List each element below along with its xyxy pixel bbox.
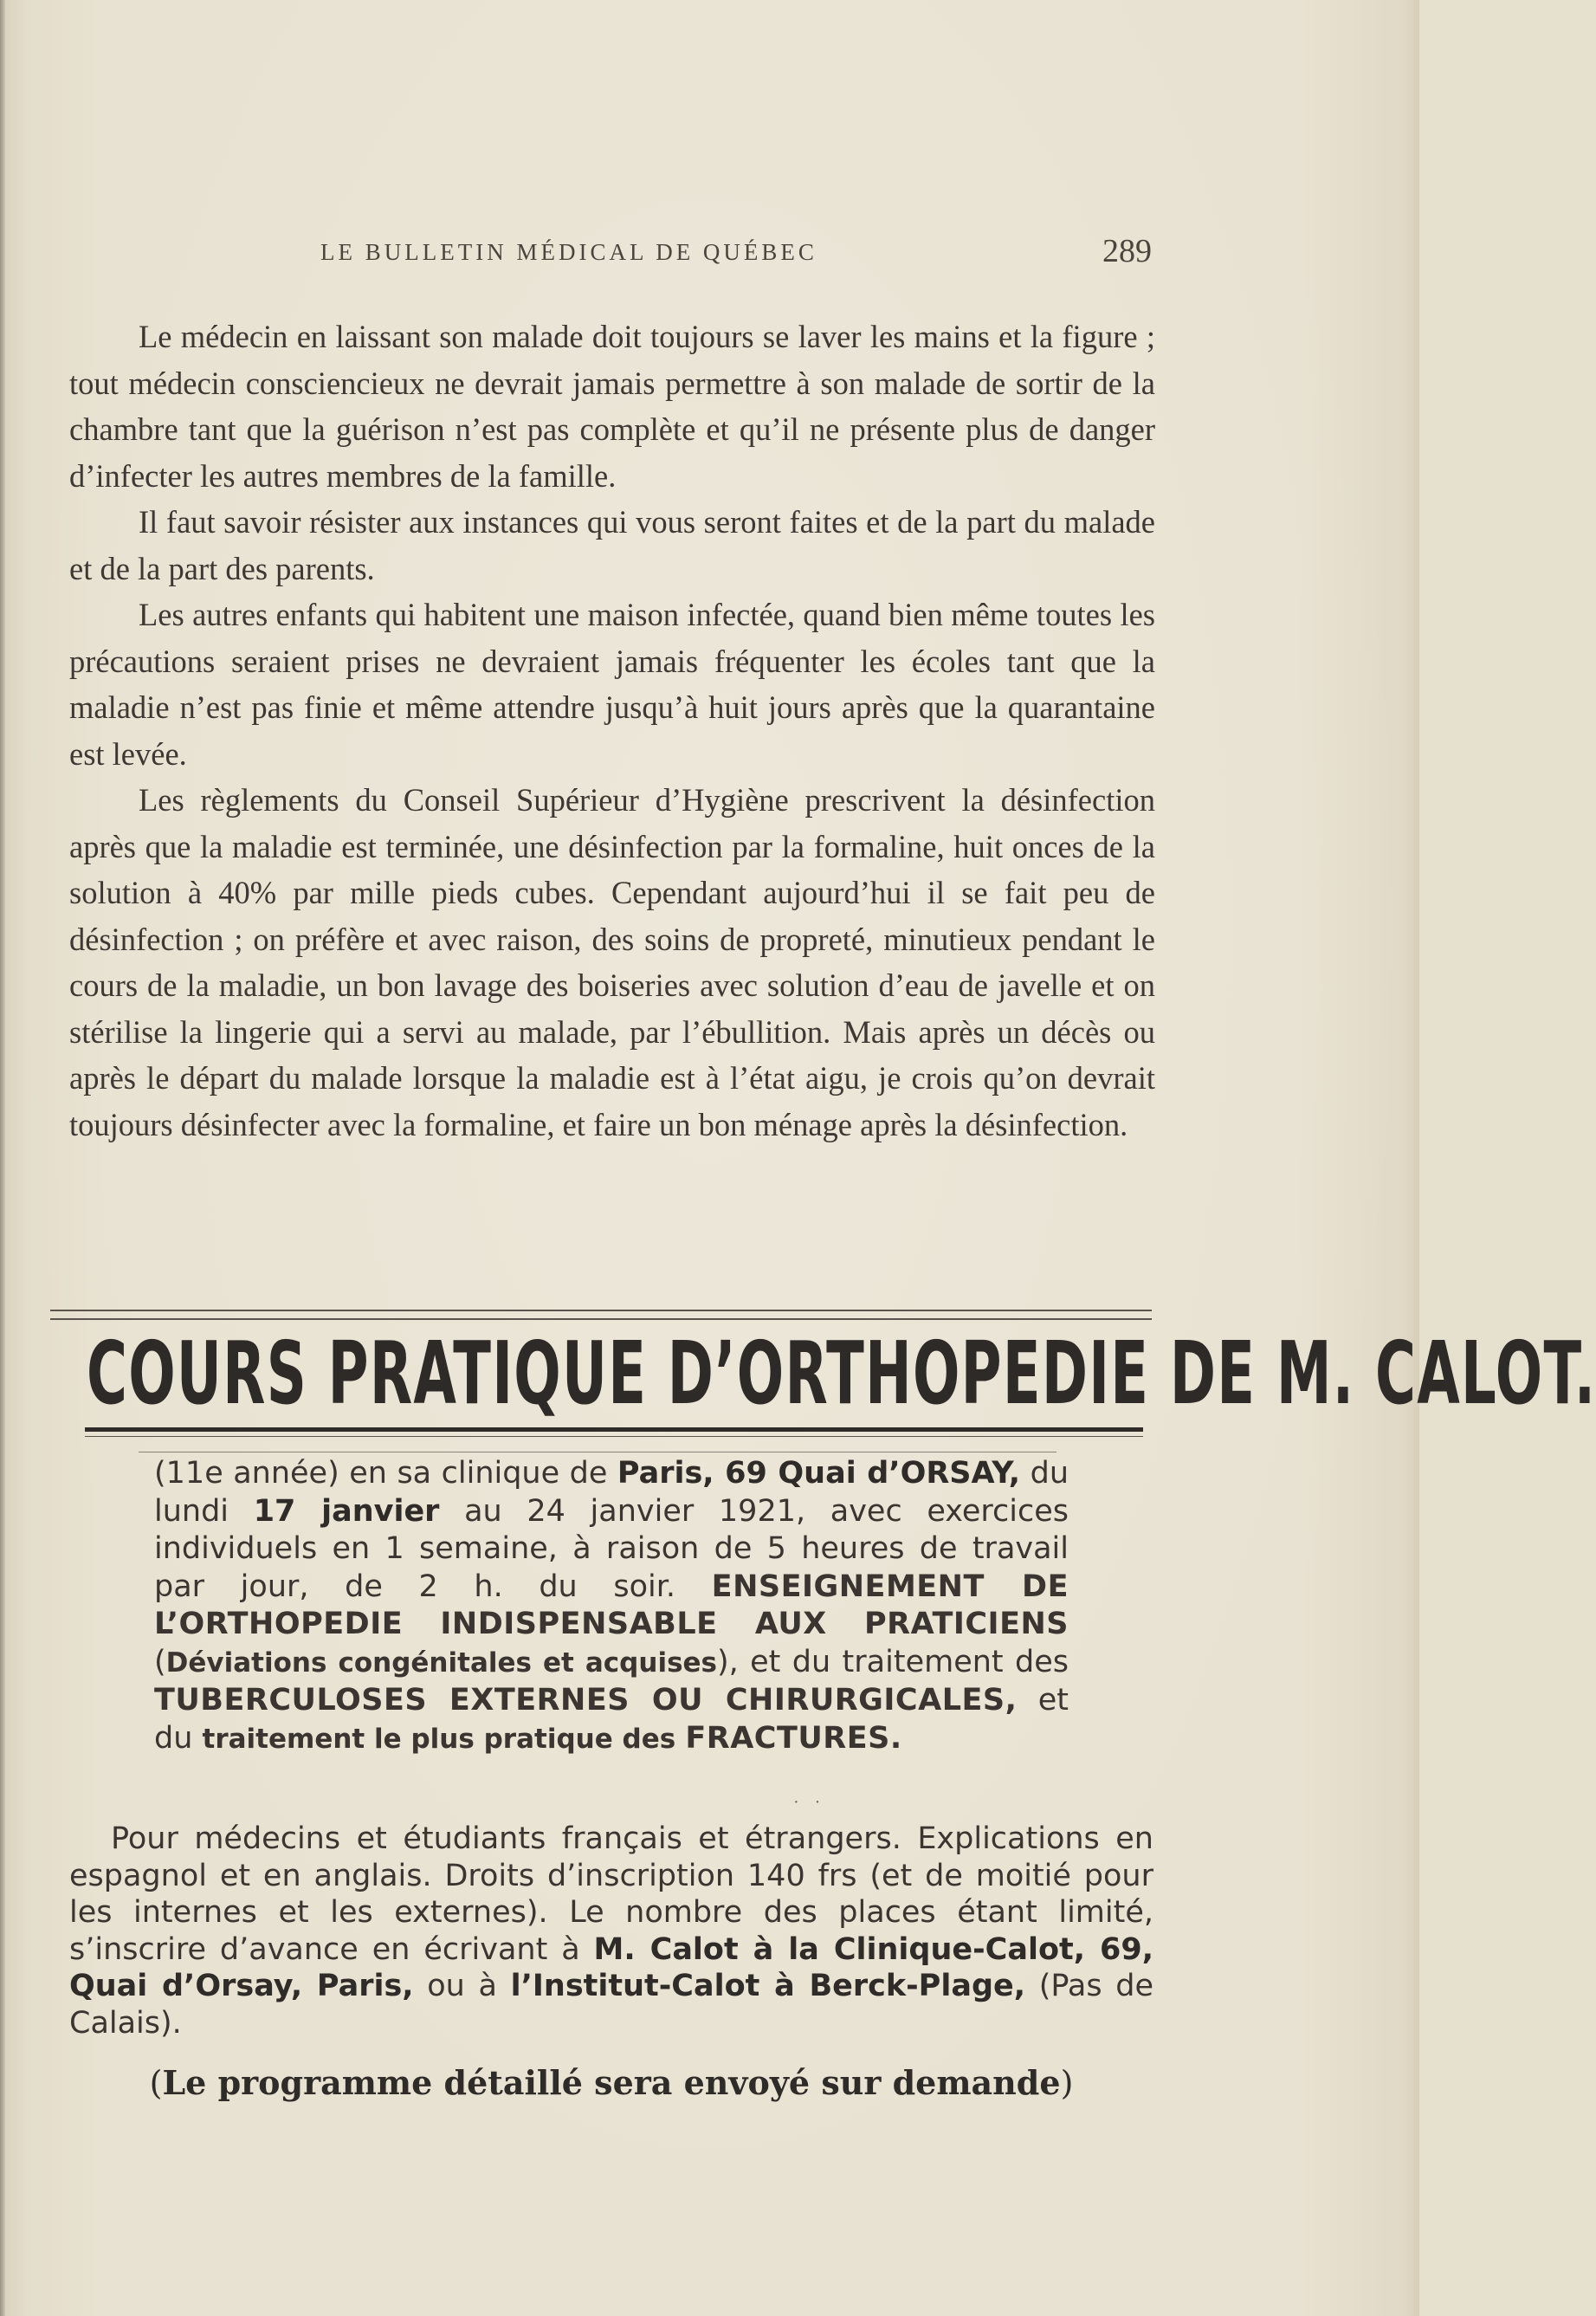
ad-text: (11e année) en sa clinique de <box>154 1456 617 1491</box>
ad-location: Paris, 69 Quai d’ORSAY, <box>617 1456 1021 1491</box>
paren: ( <box>149 2064 163 2102</box>
section-divider <box>50 1310 1152 1320</box>
ad-text: ( <box>154 1644 166 1679</box>
ad-contact: l’Institut-Calot à Berck-Plage, <box>510 1969 1026 2003</box>
ad-emphasis: ENSEIGNEMENT DE L’ORTHOPEDIE INDISPENSABLE AUX PRATICIENS <box>154 1569 1069 1641</box>
programme-note <box>69 2061 1153 2105</box>
ad-emphasis: Déviations congénitales et acquises <box>165 1646 717 1679</box>
separator-dots: ·· <box>793 1793 837 1812</box>
article-body <box>69 314 1155 1148</box>
ad-text: du lundi <box>154 1456 1069 1529</box>
ad-text: (Pas de Calais). <box>69 1969 1153 2041</box>
paragraph: Les règlements du Conseil Supérieur d’Hygiène prescrivent la désinfection après que la maladie est terminée, une désinfection par la formaline, huit onces de la solution à 40% par mille pieds cubes. Cependant aujourd’hui il se fait peu de désinfection ; on préfère et avec raison, des soins de propreté, minutieux pendant le cours de la maladie, un bon lavage des boiseries avec solution d’eau de javelle et on stérilise la lingerie qui a servi au malade, par l’ébullition. Mais après un décès ou après le départ du malade lorsque la maladie est à l’état aigu, je crois qu’on devrait toujours désinfecter avec la formaline, et faire un bon ménage après la désinfection. <box>69 782 1155 1142</box>
ad-text: Pour médecins et étudiants français et étrangers. Explications en espagnol et en anglais. Droits d’inscription 140 frs (et de moitié pour les internes et les externes). Le nombre des places étant limité, s’inscrire d’avance en écrivant à <box>69 1821 1153 1967</box>
paren: ) <box>1060 2064 1074 2102</box>
ad-text: et du <box>154 1683 1069 1756</box>
heading-underline-thin <box>85 1436 1143 1437</box>
ad-contact: M. Calot à la Clinique-Calot, 69, Quai d’Orsay, Paris, <box>69 1931 1153 2003</box>
advertisement-details <box>154 1455 1069 1758</box>
advertisement-heading: COURS PRATIQUE D’ORTHOPEDIE DE M. CALOT. <box>87 1323 1596 1424</box>
ad-date: 17 janvier <box>253 1493 440 1529</box>
running-head <box>320 232 1152 275</box>
paragraph: Les autres enfants qui habitent une maison infectée, quand bien même toutes les précautions seraient prises ne devraient jamais fréquenter les écoles tant que la maladie n’est pas finie et même attendre jusqu’à huit jours après que la quarantaine est levée. <box>69 597 1155 772</box>
page-edge <box>0 0 5 2316</box>
programme-text: Le programme détaillé sera envoyé sur demande <box>162 2063 1061 2102</box>
ad-emphasis: traitement le plus pratique des <box>202 1723 676 1755</box>
ad-text: ), et du traitement des <box>717 1644 1069 1679</box>
ad-paragraph <box>69 1821 1153 2041</box>
ad-text <box>675 1721 685 1756</box>
heading-underline <box>85 1427 1143 1432</box>
ad-text: ou à <box>413 1969 511 2003</box>
advertisement-registration <box>69 1821 1153 2041</box>
paragraph: Il faut savoir résister aux instances qui vous seront faites et de la part du malade et de la part des parents. <box>69 504 1155 586</box>
ad-text: au 24 janvier 1921, avec exercices individuels en 1 semaine, à raison de 5 heures de travail par jour, de 2 h. du soir. <box>154 1493 1069 1604</box>
page-number: 289 <box>1102 233 1152 269</box>
journal-title: LE BULLETIN MÉDICAL DE QUÉBEC <box>320 239 817 265</box>
ad-emphasis: FRACTURES. <box>685 1720 902 1756</box>
ad-emphasis: TUBERCULOSES EXTERNES OU CHIRURGICALES, <box>154 1683 1018 1718</box>
paragraph: Le médecin en laissant son malade doit toujours se laver les mains et la figure ; tout médecin consciencieux ne devrait jamais permettre à son malade de sortir de la chambre tant que la guérison n’est pas complète et qu’il ne présente plus de danger d’infecter les autres membres de la famille. <box>69 319 1155 494</box>
